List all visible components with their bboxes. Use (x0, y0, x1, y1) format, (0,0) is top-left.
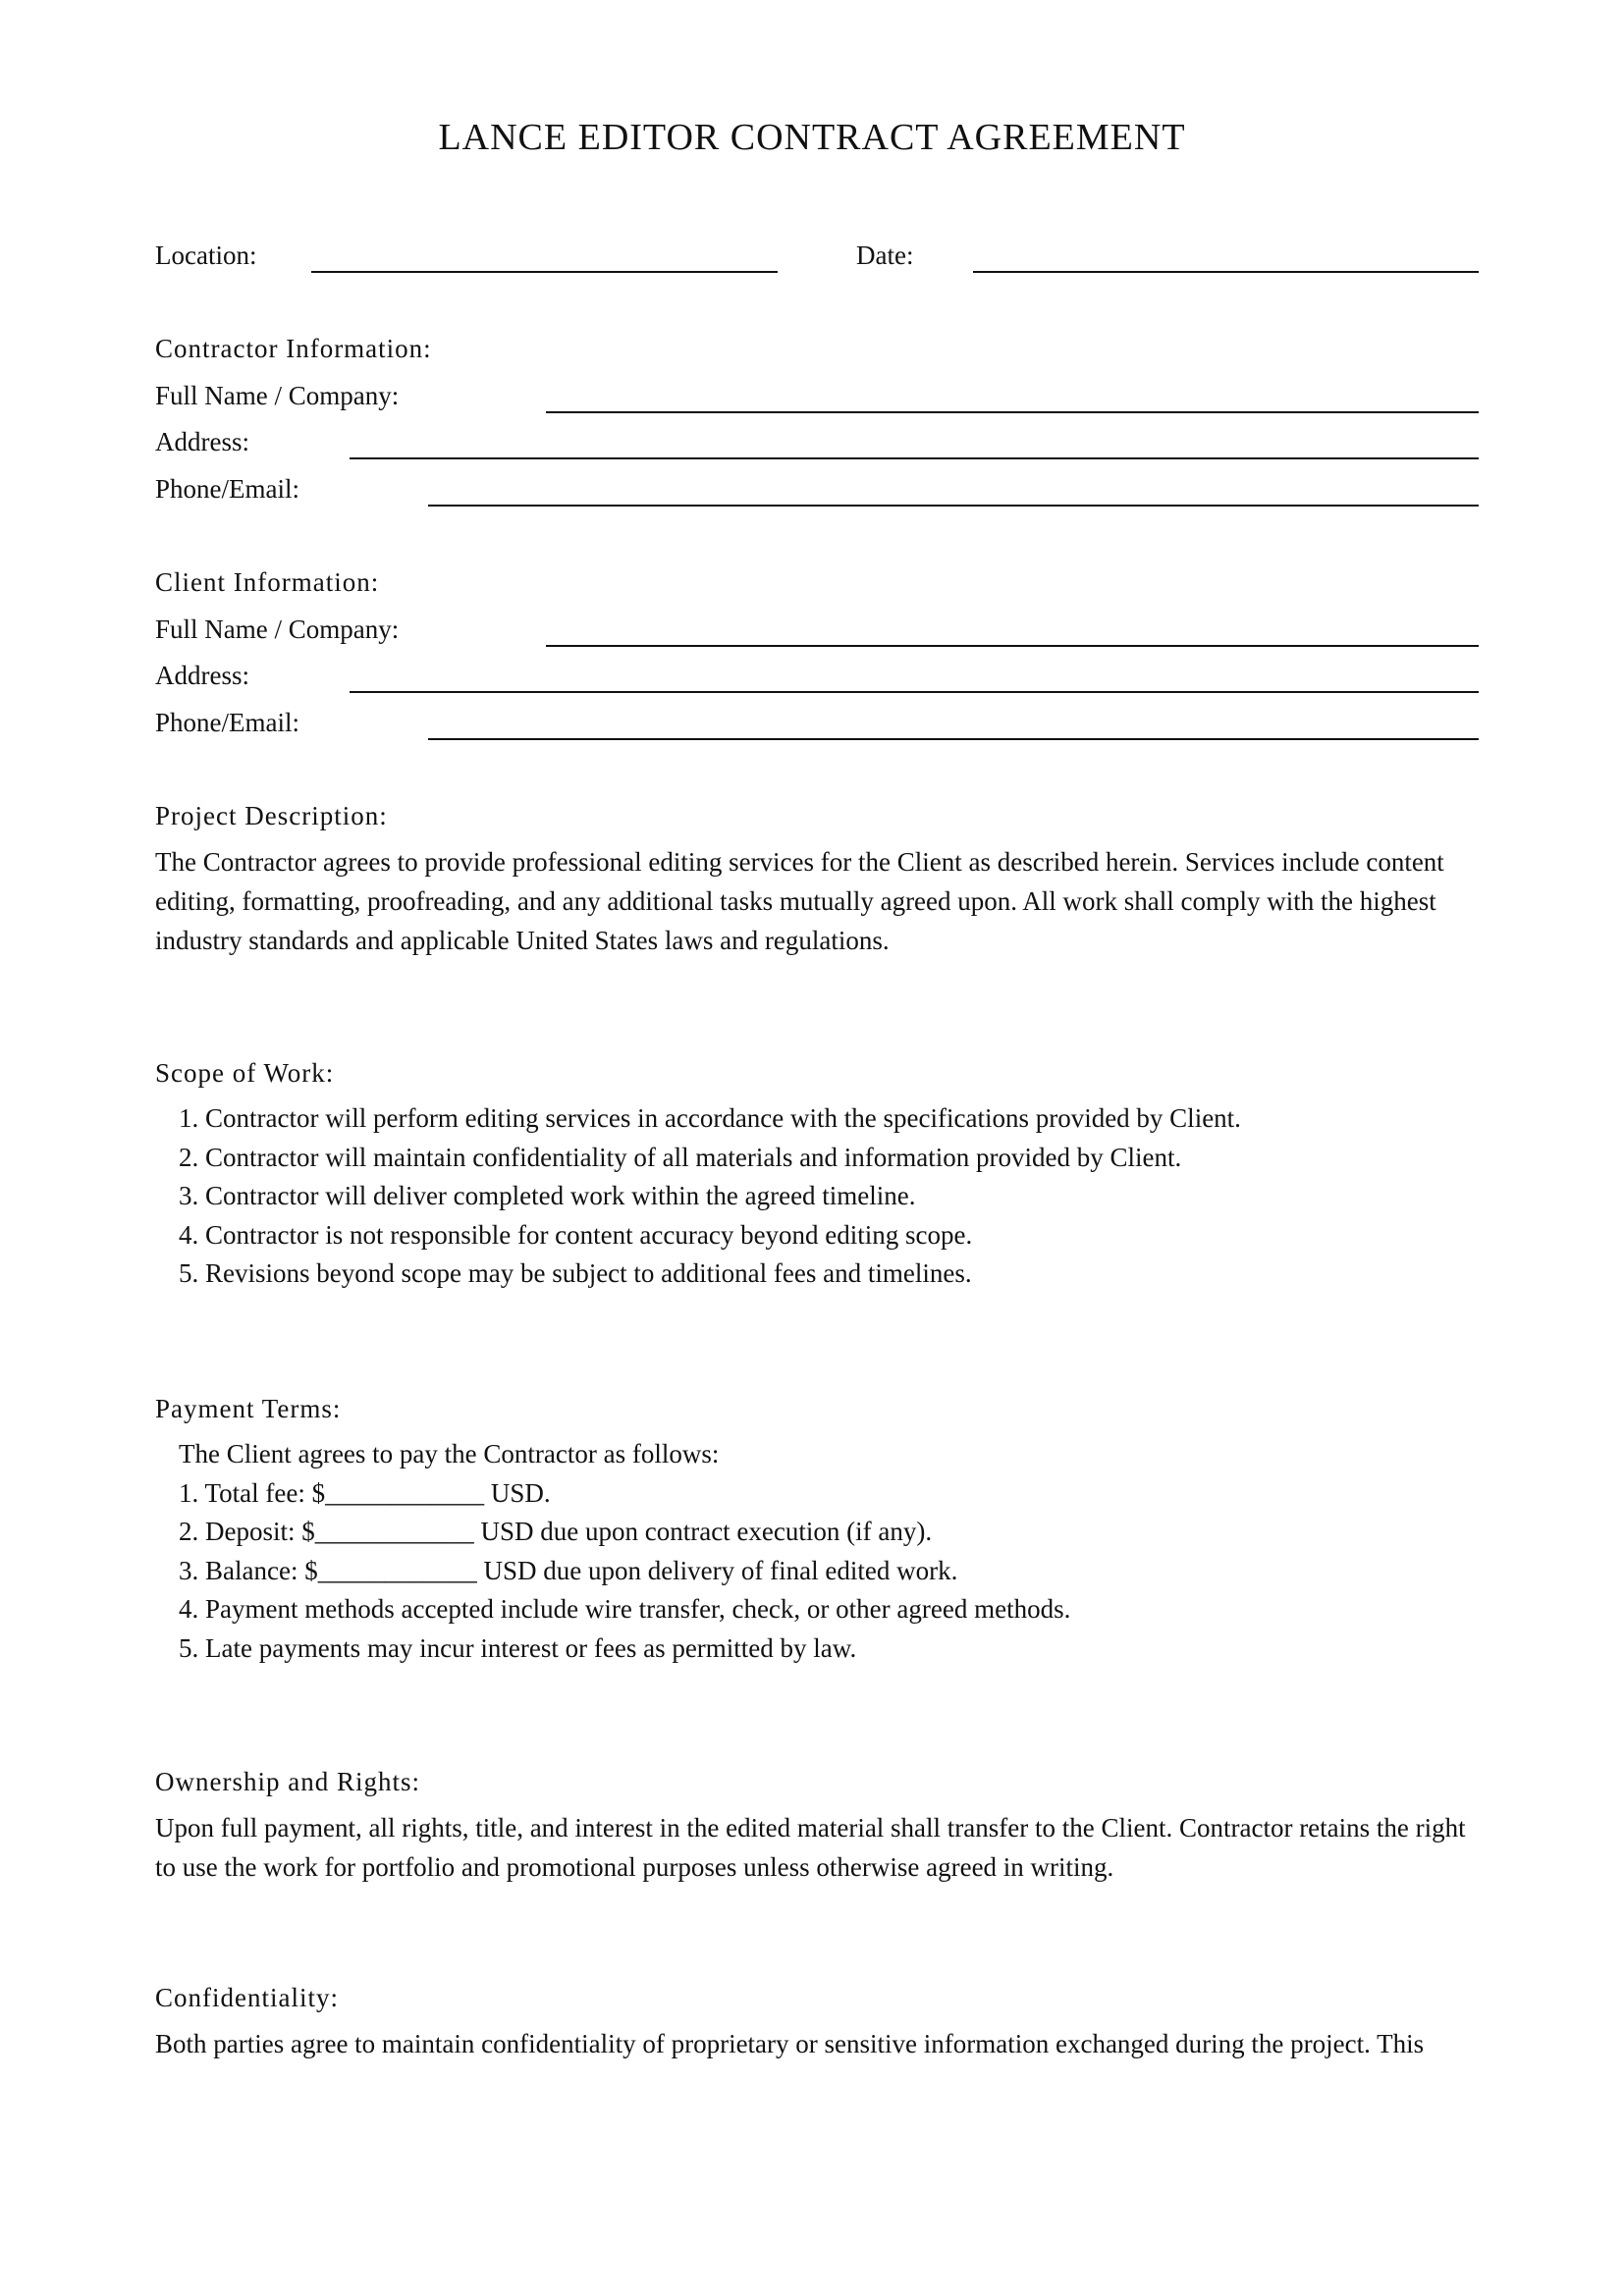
date-field[interactable] (973, 271, 1479, 273)
scope-heading: Scope of Work: (155, 1058, 335, 1088)
confidentiality-heading: Confidentiality: (155, 1983, 339, 2012)
scope-item: 4. Contractor is not responsible for content accuracy beyond editing scope. (179, 1219, 973, 1250)
scope-item: 2. Contractor will maintain confidentiality of all materials and information provided by Client. (179, 1142, 1182, 1172)
client-name-field[interactable] (546, 645, 1479, 647)
date-label: Date: (856, 240, 914, 270)
scope-list (179, 1099, 1475, 1294)
contractor-address-field[interactable] (350, 457, 1479, 459)
project-description-text: The Contractor agrees to provide professional editing services for the Client as described herein. Services include content editing, formatting, proofreading, and any additional tasks mutually agreed upon. All work shall comply with the highest industry standards and applicable United States laws and regulations. (155, 847, 1444, 955)
contractor-heading: Contractor Information: (155, 334, 432, 363)
payment-intro: The Client agrees to pay the Contractor as follows: (179, 1439, 720, 1468)
scope-item: 3. Contractor will deliver completed work within the agreed timeline. (179, 1181, 916, 1210)
client-contact-field[interactable] (428, 738, 1479, 740)
contractor-name-label: Full Name / Company: (155, 381, 400, 410)
ownership-text: Upon full payment, all rights, title, and interest in the edited material shall transfer to the Client. Contractor retains the right to use the work for portfolio and promotional purposes unless otherwise agreed in writing. (155, 1813, 1466, 1882)
scope-item: 5. Revisions beyond scope may be subject to additional fees and timelines. (179, 1258, 972, 1288)
payment-item: 1. Total fee: $____________ USD. (179, 1477, 551, 1508)
client-name-label: Full Name / Company: (155, 614, 400, 644)
payment-item: 3. Balance: $____________ USD due upon delivery of final edited work. (179, 1555, 958, 1585)
client-address-label: Address: (155, 661, 249, 690)
payment-item: 2. Deposit: $____________ USD due upon contract execution (if any). (179, 1517, 933, 1546)
scope-item: 1. Contractor will perform editing services in accordance with the specifications provided by Client. (179, 1103, 1241, 1133)
ownership-heading: Ownership and Rights: (155, 1767, 420, 1796)
location-label: Location: (155, 240, 257, 270)
location-field[interactable] (311, 271, 778, 273)
contractor-name-field[interactable] (546, 411, 1479, 413)
contractor-contact-field[interactable] (428, 505, 1479, 507)
payment-list (179, 1435, 1475, 1668)
page-title: LANCE EDITOR CONTRACT AGREEMENT (438, 117, 1186, 158)
contractor-contact-label: Phone/Email: (155, 474, 299, 504)
payment-heading: Payment Terms: (155, 1394, 342, 1423)
client-contact-label: Phone/Email: (155, 708, 299, 737)
project-heading: Project Description: (155, 801, 388, 830)
payment-item: 4. Payment methods accepted include wire transfer, check, or other agreed methods. (179, 1594, 1071, 1624)
client-heading: Client Information: (155, 567, 380, 597)
payment-item: 5. Late payments may incur interest or fees as permitted by law. (179, 1632, 857, 1663)
client-address-field[interactable] (350, 691, 1479, 693)
contractor-address-label: Address: (155, 427, 249, 456)
confidentiality-text: Both parties agree to maintain confidentiality of proprietary or sensitive information exchanged during the project. This (155, 2029, 1425, 2058)
